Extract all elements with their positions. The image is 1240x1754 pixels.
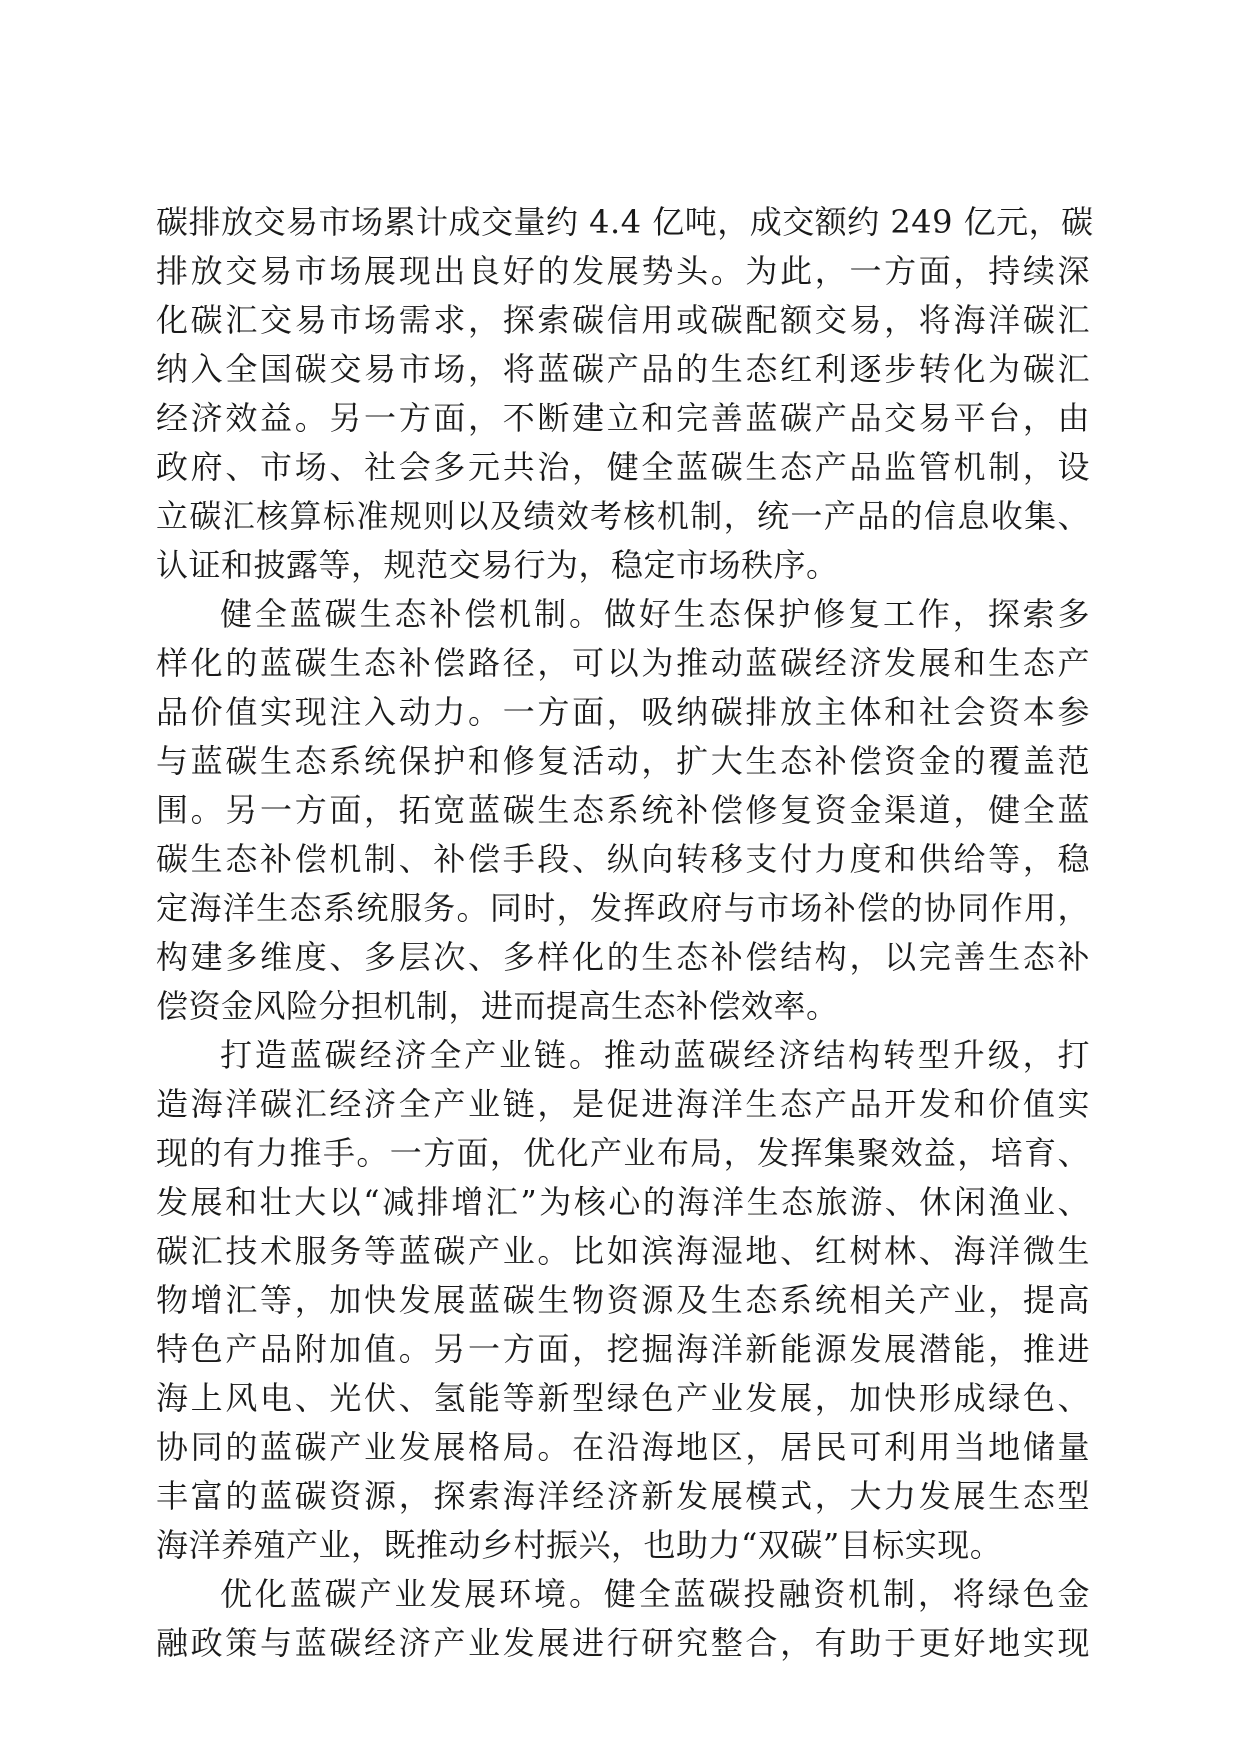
- paragraph: [156, 1570, 1090, 1668]
- text-line: 碳汇技术服务等蓝碳产业。比如滨海湿地、红树林、海洋微生: [156, 1232, 1090, 1270]
- text-line: 政府、市场、社会多元共治，健全蓝碳生态产品监管机制，设: [156, 448, 1090, 486]
- text-line: 品价值实现注入动力。一方面，吸纳碳排放主体和社会资本参: [156, 693, 1090, 731]
- text-line: 围。另一方面，拓宽蓝碳生态系统补偿修复资金渠道，健全蓝: [156, 791, 1090, 829]
- text-line: 海上风电、光伏、氢能等新型绿色产业发展，加快形成绿色、: [156, 1379, 1090, 1417]
- text-line: 认证和披露等，规范交易行为，稳定市场秩序。: [156, 546, 839, 584]
- text-line: 丰富的蓝碳资源，探索海洋经济新发展模式，大力发展生态型: [156, 1477, 1090, 1515]
- text-line: 样化的蓝碳生态补偿路径，可以为推动蓝碳经济发展和生态产: [156, 644, 1090, 682]
- paragraph: [156, 1031, 1090, 1570]
- paragraph: [156, 590, 1090, 1031]
- text-line: 物增汇等，加快发展蓝碳生物资源及生态系统相关产业，提高: [156, 1281, 1090, 1319]
- text-line: 现的有力推手。一方面，优化产业布局，发挥集聚效益，培育、: [156, 1134, 1090, 1172]
- text-line: 融政策与蓝碳经济产业发展进行研究整合，有助于更好地实现: [156, 1624, 1090, 1662]
- text-line: 与蓝碳生态系统保护和修复活动，扩大生态补偿资金的覆盖范: [156, 742, 1090, 780]
- text-line: 打造蓝碳经济全产业链。推动蓝碳经济结构转型升级，打: [220, 1036, 1090, 1074]
- paragraph: [156, 198, 1094, 590]
- text-line: 碳生态补偿机制、补偿手段、纵向转移支付力度和供给等，稳: [156, 840, 1090, 878]
- text-line: 构建多维度、多层次、多样化的生态补偿结构，以完善生态补: [156, 938, 1090, 976]
- text-line: 造海洋碳汇经济全产业链，是促进海洋生态产品开发和价值实: [156, 1085, 1090, 1123]
- text-line: 立碳汇核算标准规则以及绩效考核机制，统一产品的信息收集、: [156, 497, 1090, 535]
- text-line: 经济效益。另一方面，不断建立和完善蓝碳产品交易平台，由: [156, 399, 1090, 437]
- text-line: 纳入全国碳交易市场，将蓝碳产品的生态红利逐步转化为碳汇: [156, 350, 1090, 388]
- text-line: 碳排放交易市场累计成交量约 4.4 亿吨，成交额约 249 亿元，碳: [156, 203, 1094, 241]
- text-line: 偿资金风险分担机制，进而提高生态补偿效率。: [156, 987, 839, 1025]
- text-line: 发展和壮大以“减排增汇”为核心的海洋生态旅游、休闲渔业、: [156, 1183, 1090, 1221]
- text-line: 排放交易市场展现出良好的发展势头。为此，一方面，持续深: [156, 252, 1090, 290]
- article-body: [156, 198, 1094, 1668]
- text-line: 特色产品附加值。另一方面，挖掘海洋新能源发展潜能，推进: [156, 1330, 1090, 1368]
- text-line: 优化蓝碳产业发展环境。健全蓝碳投融资机制，将绿色金: [220, 1575, 1090, 1613]
- text-line: 健全蓝碳生态补偿机制。做好生态保护修复工作，探索多: [220, 595, 1090, 633]
- text-line: 海洋养殖产业，既推动乡村振兴，也助力“双碳”目标实现。: [156, 1526, 1003, 1564]
- text-line: 化碳汇交易市场需求，探索碳信用或碳配额交易，将海洋碳汇: [156, 301, 1090, 339]
- text-line: 协同的蓝碳产业发展格局。在沿海地区，居民可利用当地储量: [156, 1428, 1090, 1466]
- text-line: 定海洋生态系统服务。同时，发挥政府与市场补偿的协同作用，: [156, 889, 1090, 927]
